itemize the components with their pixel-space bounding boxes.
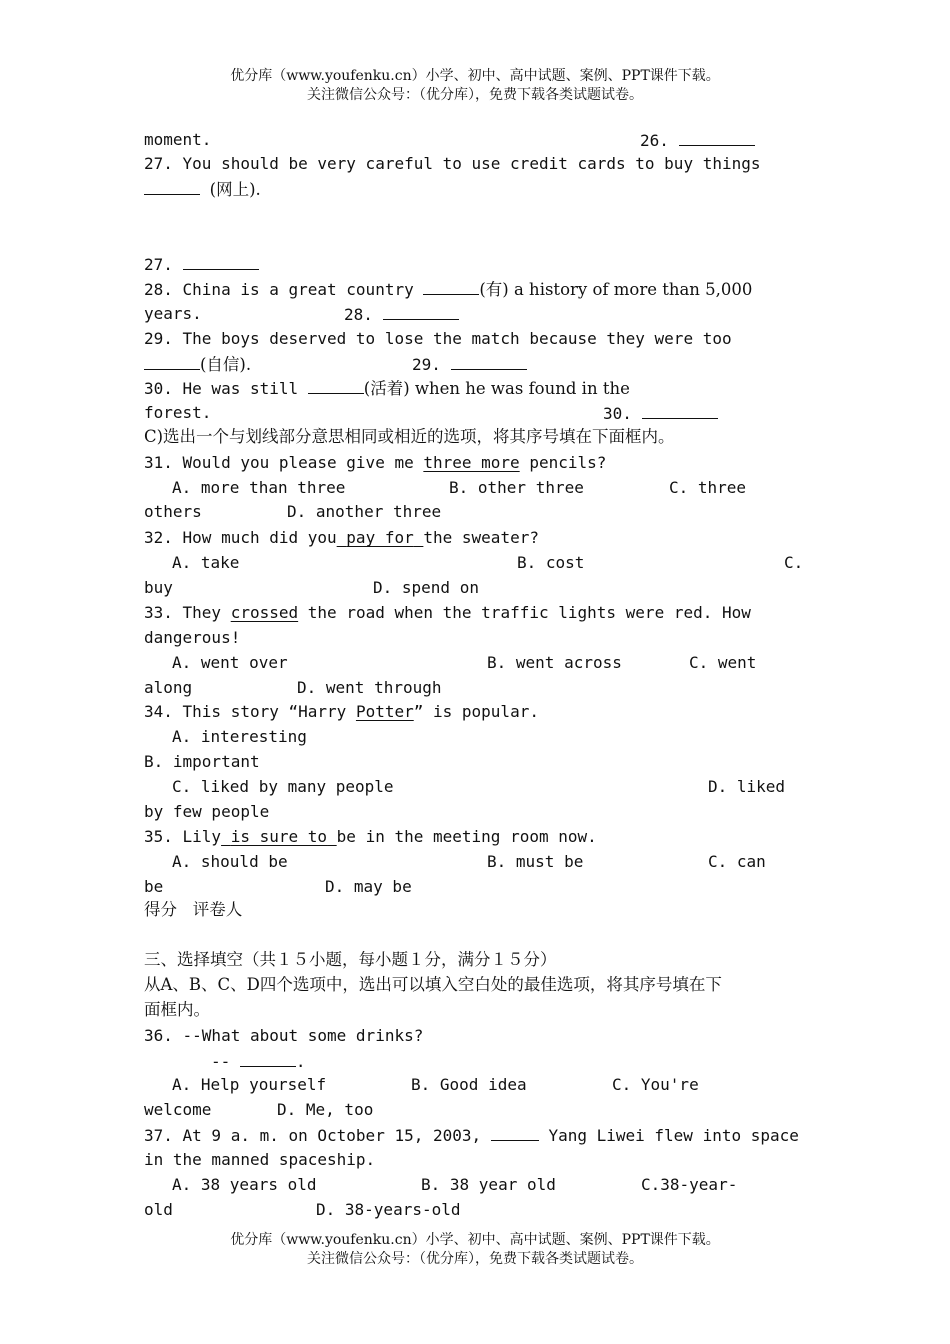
q32-option-c: C. <box>784 553 804 572</box>
q33-line-2: dangerous! <box>144 628 241 647</box>
q28-blank <box>423 279 479 295</box>
q37-option-c-cont: old <box>144 1200 173 1219</box>
q31-text-a: 31. Would you please give me <box>144 453 414 472</box>
q32-option-d: D. spend on <box>373 578 479 597</box>
q35-option-d: D. may be <box>325 877 412 896</box>
q26-tail: moment. <box>144 130 212 149</box>
q37-line-2: in the manned spaceship. <box>144 1150 376 1169</box>
q34-stem <box>144 702 539 722</box>
q28-line-1 <box>144 279 752 300</box>
q27-line-2 <box>144 179 261 200</box>
q35-option-c-cont: be <box>144 877 164 896</box>
q29-line-2 <box>144 354 251 375</box>
q30-text-b: (活着) when he was found in the <box>363 379 630 398</box>
q31-option-a: A. more than three <box>172 478 346 497</box>
q32-option-b: B. cost <box>517 553 585 572</box>
q32-text-a: 32. How much did you <box>144 528 337 547</box>
q32-option-a: A. take <box>172 553 240 572</box>
q30-text-a: 30. He was still <box>144 379 299 398</box>
q27-hint: (网上). <box>209 180 261 199</box>
q37-option-d: D. 38-years-old <box>316 1200 461 1219</box>
q36-period: . <box>295 1052 306 1071</box>
q34-option-d: D. liked <box>708 777 786 796</box>
q30-blank <box>308 378 364 394</box>
q28-line-2: years. <box>144 304 202 323</box>
q33-option-d: D. went through <box>297 678 442 697</box>
q30-line-1 <box>144 378 630 399</box>
q27-answer-slot <box>144 254 259 275</box>
q28-answer-blank <box>383 304 459 320</box>
q29-answer-slot <box>412 354 527 375</box>
q34-option-d-cont: by few people <box>144 802 270 821</box>
q30-line-2: forest. <box>144 403 212 422</box>
header-line-2: 关注微信公众号：（优分库），免费下载各类试题试卷。 <box>307 87 643 103</box>
q34-underlined: Potter <box>355 702 414 721</box>
q31-option-c: C. three <box>669 478 747 497</box>
q32-stem <box>144 528 539 548</box>
footer-line-1: 优分库（www.youfenku.cn）小学、初中、高中试题、案例、PPT课件下载。 <box>230 1232 720 1248</box>
q37-text-a: 37. At 9 a. m. on October 15, 2003, <box>144 1126 482 1145</box>
footer-line-2: 关注微信公众号：（优分库），免费下载各类试题试卷。 <box>307 1251 643 1267</box>
q31-option-c-cont: others <box>144 502 202 521</box>
q28-text-b: (有) a history of more than 5,000 <box>479 280 753 299</box>
q37-line-1 <box>144 1125 799 1146</box>
q34-option-c: C. liked by many people <box>172 777 394 796</box>
q29-answer-label: 29. <box>412 355 441 374</box>
q36-option-a: A. Help yourself <box>172 1075 327 1094</box>
section-c-title: C)选出一个与划线部分意思相同或相近的选项，将其序号填在下面框内。 <box>144 427 675 446</box>
q28-answer-label: 28. <box>344 305 373 324</box>
q32-text-b: the sweater? <box>423 528 539 547</box>
q26-answer-blank <box>679 130 755 146</box>
q34-text-a: 34. This story “Harry <box>144 702 347 721</box>
q36-option-c-cont: welcome <box>144 1100 212 1119</box>
header-line-1: 优分库（www.youfenku.cn）小学、初中、高中试题、案例、PPT课件下载。 <box>230 68 720 84</box>
q35-stem <box>144 827 597 847</box>
q30-answer-label: 30. <box>603 404 632 423</box>
q33-stem <box>144 603 751 623</box>
grader-label: 评卷人 <box>192 900 243 919</box>
q33-underlined: crossed <box>230 603 299 622</box>
q26-answer-label: 26. <box>640 131 669 150</box>
q35-text-a: 35. Lily <box>144 827 222 846</box>
q36-dash: -- <box>211 1052 240 1071</box>
q33-option-a: A. went over <box>172 653 288 672</box>
q33-option-c: C. went <box>689 653 757 672</box>
q37-option-a: A. 38 years old <box>172 1175 317 1194</box>
q27-blank <box>144 179 200 195</box>
q31-underlined: three more <box>423 453 520 472</box>
q29-blank <box>144 354 200 370</box>
q37-option-b: B. 38 year old <box>421 1175 556 1194</box>
q27-line-1: 27. You should be very careful to use credit cards to buy things <box>144 154 761 173</box>
score-grader-row <box>144 900 242 920</box>
q36-option-c: C. You're <box>612 1075 699 1094</box>
q36-option-b: B. Good idea <box>411 1075 527 1094</box>
q35-option-c: C. can <box>708 852 766 871</box>
q37-blank <box>491 1125 539 1141</box>
q31-stem <box>144 453 606 473</box>
q37-option-c: C.38-year- <box>641 1175 738 1194</box>
score-label: 得分 <box>144 900 177 919</box>
q37-text-b: Yang Liwei flew into space <box>548 1126 799 1145</box>
q35-option-a: A. should be <box>172 852 288 871</box>
q33-option-c-cont: along <box>144 678 193 697</box>
q29-hint: (自信). <box>200 355 252 374</box>
q32-option-c-cont: buy <box>144 578 173 597</box>
q36-option-d: D. Me, too <box>277 1100 374 1119</box>
q31-option-d: D. another three <box>287 502 442 521</box>
q33-option-b: B. went across <box>487 653 622 672</box>
q35-underlined <box>221 827 337 846</box>
q32-underlined <box>337 528 424 547</box>
q36-stem: 36. --What about some drinks? <box>144 1026 424 1045</box>
q28-text-a: 28. China is a great country <box>144 280 414 299</box>
q34-option-a: A. interesting <box>172 727 307 746</box>
q33-text-b: the road when the traffic lights were red. How <box>307 603 751 622</box>
q27-answer-blank <box>183 254 259 270</box>
q32-underlined-text: pay for <box>346 528 414 547</box>
q35-underlined-text: is sure to <box>230 827 328 846</box>
section-3-instruction-2: 面框内。 <box>144 1000 210 1019</box>
section-3-title: 三、选择填空（共１５小题，每小题１分，满分１５分） <box>144 950 557 969</box>
q26-answer-slot <box>640 130 755 151</box>
q35-text-b: be in the meeting room now. <box>336 827 597 846</box>
q29-line-1: 29. The boys deserved to lose the match because they were too <box>144 329 732 348</box>
q27-answer-label: 27. <box>144 255 173 274</box>
q34-text-b: ” is popular. <box>413 702 539 721</box>
q30-answer-slot <box>603 403 718 424</box>
section-3-instruction-1: 从A、B、C、D四个选项中，选出可以填入空白处的最佳选项，将其序号填在下 <box>144 975 722 994</box>
q28-answer-slot <box>344 304 459 325</box>
q35-option-b: B. must be <box>487 852 584 871</box>
q29-answer-blank <box>451 354 527 370</box>
q30-answer-blank <box>642 403 718 419</box>
q36-response <box>211 1051 306 1072</box>
q31-option-b: B. other three <box>449 478 584 497</box>
q36-blank <box>240 1051 296 1067</box>
q34-option-b: B. important <box>144 752 260 771</box>
q33-text-a: 33. They <box>144 603 222 622</box>
q31-text-b: pencils? <box>529 453 607 472</box>
